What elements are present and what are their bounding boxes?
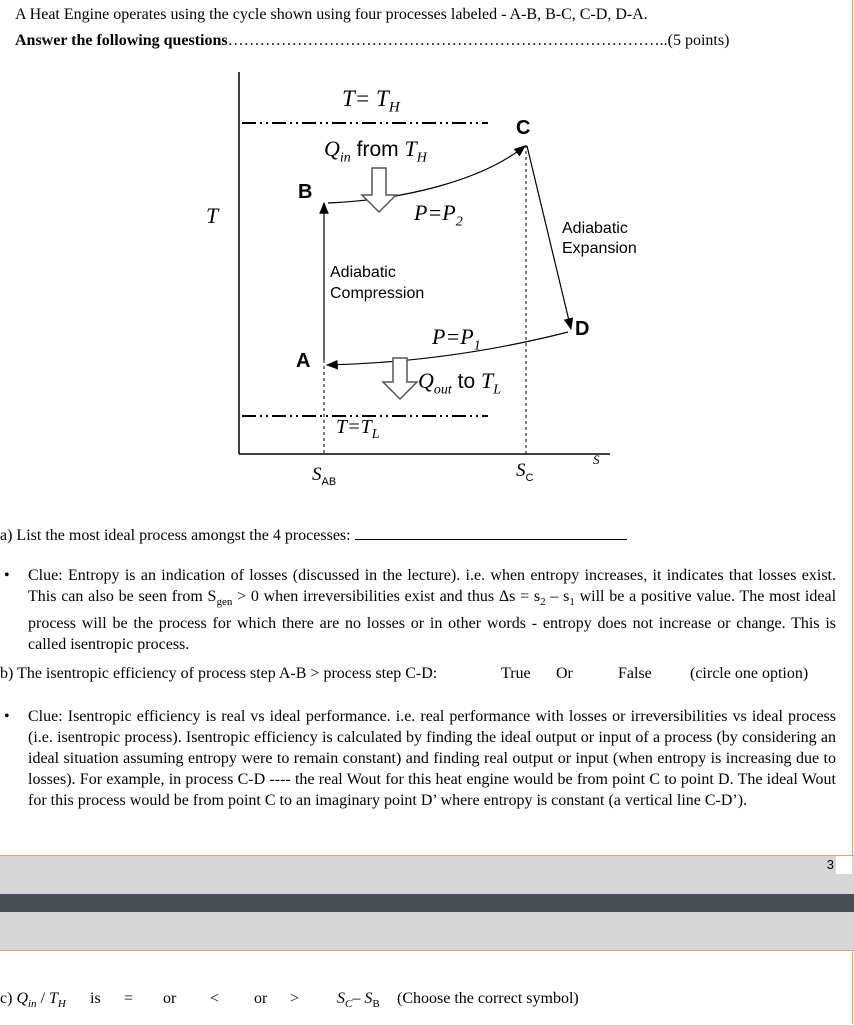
adiabatic-compression-label [330,262,424,304]
p2-main: P=P [414,200,456,225]
qc-instruction: (Choose the correct symbol) [397,990,579,1007]
qc-sc: S [337,990,345,1007]
question-a [0,525,627,545]
clue-2 [0,706,836,836]
p1-main: P=P [432,324,474,349]
th-label [342,86,400,117]
instructions-line [15,32,729,50]
y-axis-label: T [206,203,219,228]
p1-sub: 1 [473,338,481,354]
qc-is: is [90,990,101,1007]
qin-sub: in [339,150,351,166]
instructions-dots: ……………………………………………………………………….. [227,32,668,49]
answer-a-blank[interactable] [355,525,627,540]
adiabatic-compression-line1: Adiabatic [330,264,396,281]
qout-t: T [480,368,494,393]
qin-label [324,136,427,166]
clue-1-s1-sub: 1 [569,596,575,609]
qin-t: T [404,136,417,161]
s-c-label [516,460,533,484]
qc-sb: S [364,990,373,1007]
s-c-main: S [516,460,526,481]
qout-label [418,368,501,398]
qin-q: Q [324,136,340,161]
p2-sub: 2 [455,214,463,230]
tl-label [336,416,380,443]
clue-1-part4: will be a positive value. The most ideal process will be the process for which there are no losses or in other words - entropy does not increase or change. This is called isentropic process. [28,588,837,654]
qc-or-2: or [254,990,268,1007]
p1-label [432,324,481,354]
qc-entropy-diff [337,990,380,1010]
clue-1-sgen-sub: gen [216,596,233,609]
qin-from: from [350,138,405,161]
question-a-text: a) List the most ideal process amongst the 4 processes: [0,527,351,544]
clue-1-part3: – s [545,588,570,605]
qc-equal-option[interactable]: = [124,990,134,1007]
question-b [0,665,437,683]
clue-2-text: Clue: Isentropic efficiency is real vs ideal performance. i.e. real performance with losses or irreversibilities vs ideal process (i.e. isentropic process). Isentropic efficiency is calculated by finding the ideal output or input of a process (by considering an ideal situation assuming entropy were to remain constant) and finding real output or input (when entropy is increasing due to losses). For example, in process C-D ---- the real Wout for this heat engine would be from point C to point D. The ideal Wout for this process would be from point C to an imaginary point D’ where entropy is constant (a vertical line C-D’). [28,708,836,809]
th-label-main: T= T [342,86,389,111]
qout-sub: out [433,382,452,398]
tl-label-sub: L [371,427,380,442]
qout-q: Q [418,368,434,393]
clue-2-bullet: • [4,708,10,725]
question-b-text: b) The isentropic efficiency of process step A-B > process step C-D: [0,665,438,682]
qout-arrow [383,358,417,399]
qc-sb-sub: B [372,998,380,1011]
clue-1-s2-sub: 2 [540,596,546,609]
qout-t-sub: L [493,382,502,398]
point-d: D [575,318,590,340]
page-1-right-edge [852,0,853,856]
qc-t: T [49,990,58,1007]
p2-label [414,200,463,230]
option-true[interactable]: True [501,665,531,682]
qc-greater-option[interactable]: > [290,990,300,1007]
question-c-prefix: c) [0,990,17,1007]
problem-intro: A Heat Engine operates using the cycle shown using four processes labeled - A-B, B-C, C-D, D-A. [15,6,648,23]
adiabatic-compression-line2: Compression [330,285,425,302]
circle-instruction: (circle one option) [690,665,809,682]
clue-1-bullet: • [4,567,10,584]
clue-1-part2: > 0 when irreversibilities exist and thus Δs = s [232,588,541,605]
qc-q-sub: in [28,998,37,1011]
qc-t-sub: H [57,998,66,1011]
qin-arrow [362,168,396,212]
qout-to: to [451,370,481,393]
s-c-sub: C [525,471,534,484]
option-false[interactable]: False [618,665,652,682]
qc-dash: – [352,990,365,1007]
points-label: (5 points) [667,32,730,49]
s-ab-sub: AB [321,475,337,488]
page-1-bottom-edge [0,855,854,856]
adiabatic-expansion-line2: Expansion [562,240,637,257]
qc-slash: / [36,990,50,1007]
question-c [0,990,66,1010]
qin-t-sub: H [416,150,427,166]
tl-label-main: T=T [336,416,372,438]
s-ab-label [312,464,336,488]
clue-1-part1: Clue: Entropy is an indication of losses (discussed in the lecture). i.e. when entropy increases, it indicates that losses exist. This can also be seen from S [28,567,836,605]
page-separator-bar [0,894,854,912]
point-a: A [296,350,311,372]
page-number-box [836,856,852,874]
clue-1-text [28,565,836,655]
clue-1 [0,565,837,654]
qc-q: Q [16,990,28,1007]
s-ab-main: S [312,464,322,485]
qc-sc-sub: C [345,998,353,1011]
x-axis-label: S [593,452,600,467]
adiabatic-expansion-label [562,219,637,259]
instructions-bold: Answer the following questions [15,32,228,49]
qc-less-option[interactable]: < [210,990,220,1007]
point-c: C [516,117,531,139]
qc-or-1: or [163,990,177,1007]
point-b: B [298,181,313,203]
page-2-right-edge [852,950,853,1024]
page-number: 3 [826,857,834,872]
ts-diagram [190,60,637,500]
page-2 [0,950,854,1025]
option-or: Or [556,665,573,682]
th-label-sub: H [388,99,400,116]
adiabatic-expansion-line1: Adiabatic [562,220,628,237]
